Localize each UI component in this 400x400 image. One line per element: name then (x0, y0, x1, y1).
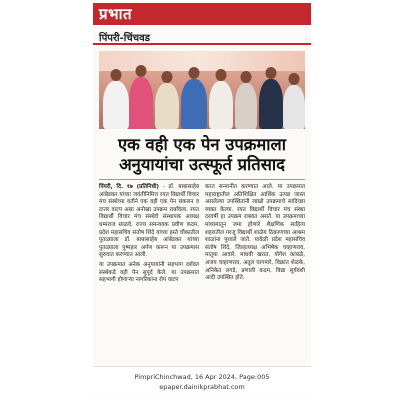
article-photo (99, 51, 305, 129)
photo-person (181, 79, 207, 129)
headline-line-1: एक वही एक पेन उपक्रमाला (118, 135, 286, 154)
edition-info: PimpriChinchwad, 16 Apr 2024, Page:005 (134, 373, 270, 381)
epaper-url: epaper.dainikprabhat.com (159, 383, 245, 391)
article-paragraph (99, 184, 199, 260)
article-column-2 (205, 184, 305, 287)
masthead (93, 3, 311, 25)
headline-divider (99, 179, 305, 180)
photo-person (155, 83, 179, 129)
headline-line-2: अनुयायांचा उत्स्फूर्त प्रतिसाद (119, 155, 285, 174)
photo-person (259, 79, 283, 129)
article-paragraph: या उपक्रमात अनेक अनुयायांनी सहभाग दर्शवत संस्थेकडे वही पेन सुपूर्द केले. या उपक्रमात सहभागी होणाऱ्या नागरिकांना रोप वाटप (99, 261, 199, 284)
clipping-footer (93, 366, 311, 396)
article-body (99, 184, 305, 287)
paragraph-text: - डॉ. बाबासाहेब आंबेडकर यांच्या जयंतीनिमित्त रयत विद्यार्थी विचार मंच संस्थेच्या वतीने एक वही एक पेन संकलन व दप्तर वाटप असा अनोखा उपक्रम राबविला. रयत विद्यार्थी विचार मंच संस्थेचे संस्थापक अध्यक्ष धम्मराज साळवे, राज्य समन्वयक प्रवीण कदम, प्रदेश महासचिव संतोष शिंदे यांच्या हस्ते चौकातील पुतळ्याला डॉ. बाबासाहेब आंबेडकर यांच्या पुतळ्याला पुष्पहार अर्पण करून या उपक्रमास सुरुवात करण्यात आली. (99, 184, 200, 259)
dateline: पिंपरी, दि. १७ (प्रतिनिधी) (99, 184, 159, 190)
section-header (93, 29, 311, 45)
photo-person (209, 81, 233, 129)
photo-person (129, 77, 153, 129)
article-column-1 (99, 184, 199, 287)
photo-person (103, 81, 129, 129)
article-headline (99, 135, 305, 175)
photo-person (283, 85, 305, 129)
section-label: पिंपरी-चिंचवड (99, 33, 150, 44)
photo-person (235, 83, 257, 129)
newspaper-clipping (93, 3, 311, 397)
article-paragraph: करत सन्मानीत करण्यात आले. या उपक्रमात महाराष्ट्रातील अतिशिक्षित आर्थिक उत्पन्न जास्त असलेल्या उपस्थितांनी लाखो उपक्रमाचे सादिच्छा व्यक्त केल्या. रयत विद्यार्थी विचार मंच संस्था दरवर्षी हा उपक्रम राबवत असते. या उपक्रमाच्या माध्यमातून जमा होणारे शैक्षणिक साहित्य शहरातील गरजू विद्यार्थी शाळेय ठिकाणच्या आश्रम शाळांना पुरवले जाते. यावेळी प्रदेश महासचिव संतोष शिंदे, जिल्हाध्यक्ष अभिषेक चव्हाणराव, मातृ्या आवारे, माधवी खरात, योगेश कांबळे, अजय चव्हाणराव, अतुल घागमारे, विक्रांत शेळके, अनिकेत लगडे, प्रणाली कदम, विद्या सूर्यवंशी आदी उपस्थित होते. (205, 184, 305, 282)
newspaper-logo: प्रभात (99, 5, 133, 23)
